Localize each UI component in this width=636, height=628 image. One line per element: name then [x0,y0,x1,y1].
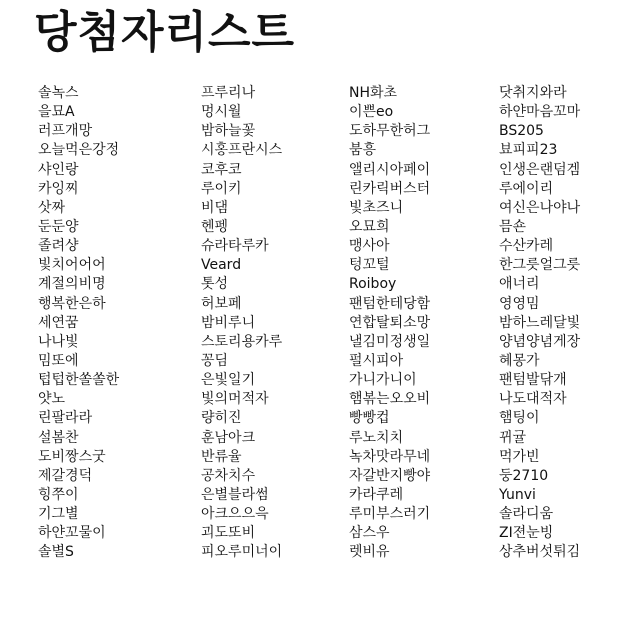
winner-name: 오묘희 [349,218,390,235]
winner-name: 뀌귤 [499,429,527,446]
winner-name: 힝쭈이 [38,486,79,503]
winner-name: 을묘A [38,104,75,121]
winner-name: 믐숀 [499,218,527,235]
winner-name: 얏노 [38,391,66,408]
winner-name: 가니가니이 [349,372,417,389]
winner-name: 밤하느레달빛 [499,314,581,331]
winner-name: 루에이리 [499,180,554,197]
winner-name: 여신은나야나 [499,199,581,216]
winner-name: 빵빵컵 [349,410,390,427]
winner-name: 맹사아 [349,238,390,255]
winner-name: 낼김미정생일 [349,333,431,350]
winner-name: 연합탈퇴소망 [349,314,431,331]
winner-name: 카잉찌 [38,180,79,197]
winner-name: 제갈경덕 [38,467,93,484]
winner-name: 햄볶는오오비 [349,391,431,408]
winner-name: 팬텀한테당함 [349,295,431,312]
winner-name: 루노치치 [349,429,404,446]
winner-list-column-3 [349,84,430,563]
page-title: 당첨자리스트 [34,7,296,58]
winner-name: 기그별 [38,506,79,523]
winner-name: 붐흥 [349,142,377,159]
winner-name: 먹가빈 [499,448,540,465]
winner-name: 햄팅이 [499,410,540,427]
winner-name: 허보페 [201,295,242,312]
winner-name: Roiboy [349,276,397,293]
winner-name: 프루리나 [201,85,256,101]
winner-list-column-1 [38,84,119,563]
winner-name: 아크으으윽 [201,506,269,523]
winner-name: 시홍프란시스 [201,142,283,159]
winner-name: 은빛일기 [201,372,256,389]
winner-name: 공차치수 [201,467,256,484]
winner-name: Yunvi [499,486,536,503]
winner-name: 자갈반지빵야 [349,467,431,484]
winner-name: 앨리시아페이 [349,161,431,178]
winner-name: 빛초즈니 [349,199,404,216]
winner-name: 양념양념게장 [499,333,581,350]
winner-name: 닷취지와라 [499,85,567,101]
winner-name: 한그릇얼그릇 [499,257,581,274]
winner-name: 코후코 [201,161,242,178]
winner-name: 설봄찬 [38,429,79,446]
winner-name: 반류율 [201,448,242,465]
winner-name: 하얀마음꼬마 [499,104,581,121]
winner-name: 루이키 [201,180,242,197]
winner-name: 루미부스러기 [349,506,431,523]
winner-name: 러프개망 [38,123,93,140]
winner-name: 인생은랜덤겜 [499,161,581,178]
winner-name: 둔둔양 [38,218,79,235]
winner-name: 밤하늘꽃 [201,123,256,140]
winner-name: 도하무한허그 [349,123,431,140]
winner-name: 비댐 [201,199,229,216]
winner-name: 이쁜eo [349,104,394,121]
winner-name: 나나빛 [38,333,79,350]
winner-name: 훈남아크 [201,429,256,446]
winner-name: 세연꿈 [38,314,79,331]
winner-name: 영영밈 [499,295,540,312]
winner-name: 오늘먹은강정 [38,142,120,159]
winner-name: 피오루미너이 [201,544,283,561]
winner-name: 꽁딤 [201,352,229,369]
winner-name: 계절의비명 [38,276,106,293]
winner-name: 슈라타루카 [201,238,269,255]
winner-name: Veard [201,257,242,274]
winner-name: 멍시월 [201,104,242,121]
winner-name: 하얀꼬물이 [38,525,106,542]
winner-name: BS205 [499,123,544,140]
winner-name: 텅꼬털 [349,257,390,274]
winner-name: 둥2710 [499,467,549,484]
winner-list-column-4 [499,84,580,563]
winner-name: 스토리용카루 [201,333,283,350]
winner-name: ZI젼눈빙 [499,525,554,542]
winner-name: 삼스우 [349,525,390,542]
winner-name: 행복한은하 [38,295,106,312]
winner-name: 수산카레 [499,238,554,255]
winner-name: NH화초 [349,85,398,101]
winner-name: 졸려샹 [38,238,79,255]
winner-name: 카라쿠레 [349,486,404,503]
winner-name: 헨펭 [201,218,229,235]
winner-name: 린카릭버스터 [349,180,431,197]
winner-name: 톳성 [201,276,229,293]
winner-name: 빛의머적자 [201,391,269,408]
winner-name: 텁텁한쏠쏠한 [38,372,120,389]
winner-name: 밤비루니 [201,314,256,331]
winner-name: 렛비유 [349,544,390,561]
winner-name: 녹차맛라무네 [349,448,431,465]
winner-name: 혜몽가 [499,352,540,369]
winner-list-column-2 [201,84,282,563]
winner-name: 뵤피피23 [499,142,558,159]
winner-name: 펄시피아 [349,352,404,369]
winner-name: 삿짜 [38,199,66,216]
winner-name: 솔별S [38,544,74,561]
winner-name: 솔녹스 [38,85,79,101]
winner-name: 나도대적자 [499,391,567,408]
winner-name: 괴도또비 [201,525,256,542]
winner-name: 밈또에 [38,352,79,369]
winner-name: 샤인랑 [38,161,79,178]
winner-name: 은별블라썸 [201,486,269,503]
winner-name: 상추버섯튀김 [499,544,581,561]
winner-name: 빛치어어어 [38,257,106,274]
winner-name: 애너리 [499,276,540,293]
winner-name: 팬텀발닦개 [499,372,567,389]
winner-name: 솔라디움 [499,506,554,523]
winner-name: 린팔라라 [38,410,93,427]
winner-name: 량히진 [201,410,242,427]
winner-name: 도비짱스굿 [38,448,106,465]
